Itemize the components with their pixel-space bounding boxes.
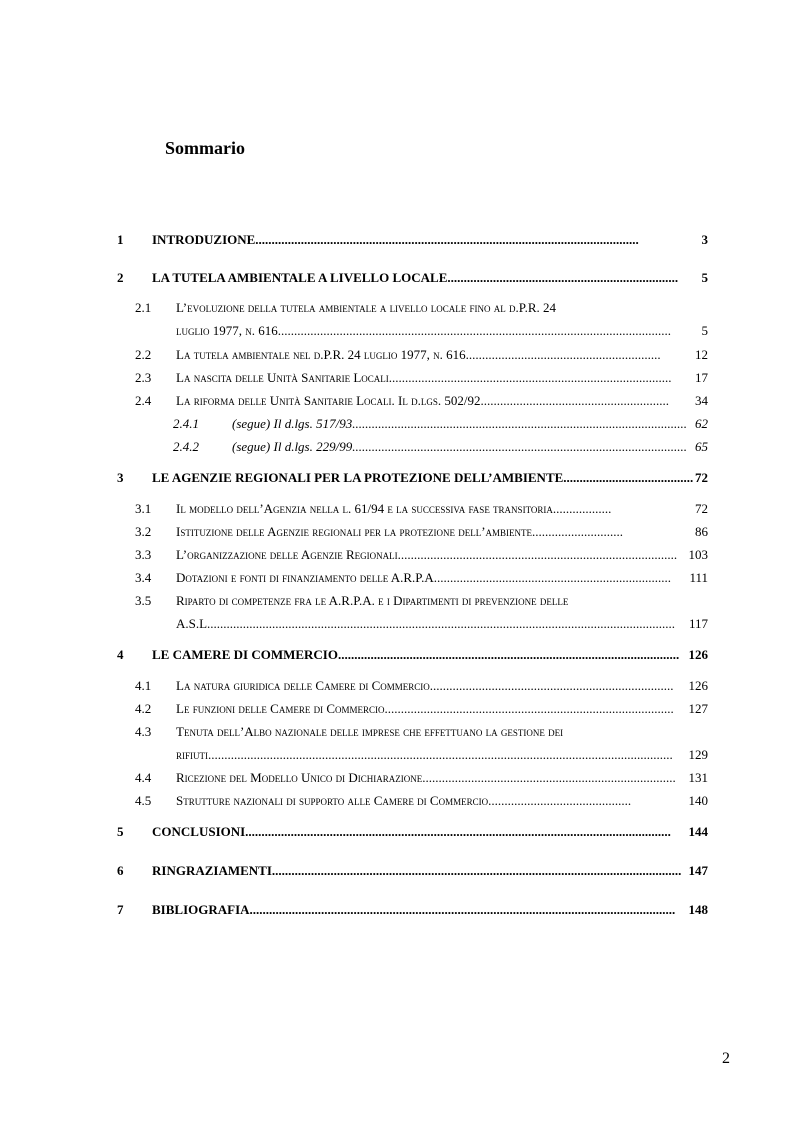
toc-page: 117 [688,616,708,631]
toc-title: LE AGENZIE REGIONALI PER LA PROTEZIONE DELL’AMBIENTE........................................ [152,470,694,485]
toc-title: Tenuta dell’Albo nazionale delle imprese che effettuano la gestione dei [176,724,564,739]
toc-entry-3-1[interactable] [0,501,793,521]
toc-page: 17 [695,370,708,385]
toc-page: 147 [688,863,708,878]
toc-number: 2 [117,270,124,285]
toc-page: 65 [695,439,708,454]
toc-number: 3.2 [135,524,152,539]
toc-number: 2.1 [135,300,152,315]
toc-page: 148 [688,902,708,917]
toc-entry-3-5[interactable] [0,593,793,613]
toc-entry-conclusioni[interactable] [0,824,793,844]
toc-entry-4-2[interactable] [0,701,793,721]
toc-title: L’organizzazione delle Agenzie Regionali...................................................................................... [176,547,678,562]
toc-title: LE CAMERE DI COMMERCIO......................................................................................................... [152,647,680,662]
toc-title: La nascita delle Unità Sanitarie Locali....................................................................................... [176,370,672,385]
toc-title-continued: rifiuti............................................................................................................................................... [176,747,673,762]
toc-page: 5 [701,270,708,285]
toc-entry-2-2[interactable] [0,347,793,367]
toc-title: Le funzioni delle Camere di Commercio......................................................................................... [176,701,674,716]
toc-number: 2.3 [135,370,152,385]
toc-title: L’evoluzione della tutela ambientale a livello locale fino al d.P.R. 24 [176,300,557,315]
toc-entry-2-4-1[interactable] [0,416,793,436]
toc-page: 127 [688,701,708,716]
toc-page: 129 [688,747,708,762]
toc-entry-3-4[interactable] [0,570,793,590]
toc-page: 86 [695,524,708,539]
toc-number: 4.1 [135,678,152,693]
toc-page: 111 [689,570,708,585]
toc-title-continued: luglio 1977, n. 616......................................................................................................................... [176,323,671,338]
toc-entry-3-5-continued[interactable] [0,616,793,636]
toc-page: 140 [688,793,708,808]
toc-title: Strutture nazionali di supporto alle Camere di Commercio............................................ [176,793,632,808]
toc-entry-introduzione[interactable] [0,232,793,252]
page-title: Sommario [165,138,245,158]
toc-page: 5 [701,323,708,338]
toc-number: 5 [117,824,124,839]
toc-page: 126 [688,647,708,662]
toc-number: 4.2 [135,701,152,716]
toc-title: LA TUTELA AMBIENTALE A LIVELLO LOCALE....................................................................... [152,270,679,285]
toc-entry-bibliografia[interactable] [0,902,793,922]
toc-entry-2-3[interactable] [0,370,793,390]
toc-title-continued: A.S.L................................................................................................................................................ [176,616,676,631]
toc-number: 1 [117,232,124,247]
toc-number: 2.4 [135,393,152,408]
toc-title: La tutela ambientale nel d.P.R. 24 luglio 1977, n. 616............................................................ [176,347,661,362]
toc-page: 12 [695,347,708,362]
toc-entry-camere-di-commercio[interactable] [0,647,793,667]
toc-entry-tutela-ambientale[interactable] [0,270,793,290]
toc-page: 72 [695,470,708,485]
toc-title: La natura giuridica delle Camere di Commercio........................................................................... [176,678,674,693]
toc-title: INTRODUZIONE...................................................................................................................... [152,232,639,247]
toc-number: 4.4 [135,770,152,785]
toc-entry-4-5[interactable] [0,793,793,813]
toc-number: 3.4 [135,570,152,585]
toc-number: 3.1 [135,501,152,516]
toc-number: 3 [117,470,124,485]
toc-page: 144 [688,824,708,839]
page-number: 2 [722,1050,730,1067]
toc-title: RINGRAZIAMENTI.............................................................................................................................. [152,863,682,878]
toc-number: 2.2 [135,347,152,362]
toc-number: 3.5 [135,593,152,608]
toc-entry-4-1[interactable] [0,678,793,698]
toc-title: (segue) Il d.lgs. 229/99....................................................................................................... [232,439,687,454]
toc-title: Istituzione delle Agenzie regionali per la protezione dell’ambiente............................ [176,524,624,539]
toc-title: Ricezione del Modello Unico di Dichiarazione.............................................................................. [176,770,676,785]
toc-number: 2.4.2 [173,439,199,454]
toc-entry-2-1-continued[interactable] [0,323,793,343]
toc-title: Riparto di competenze fra le A.R.P.A. e i Dipartimenti di prevenzione delle [176,593,569,608]
toc-number: 4.5 [135,793,152,808]
toc-entry-3-2[interactable] [0,524,793,544]
toc-page: 103 [688,547,708,562]
toc-page: 126 [688,678,708,693]
toc-entry-2-4[interactable] [0,393,793,413]
toc-number: 2.4.1 [173,416,199,431]
toc-entry-2-4-2[interactable] [0,439,793,459]
toc-title: Il modello dell’Agenzia nella l. 61/94 e la successiva fase transitoria.................. [176,501,612,516]
toc-number: 3.3 [135,547,152,562]
toc-entry-ringraziamenti[interactable] [0,863,793,883]
toc-page: 34 [695,393,708,408]
toc-entry-4-3[interactable] [0,724,793,744]
toc-page: 62 [695,416,708,431]
toc-title: La riforma delle Unità Sanitarie Locali. Il d.lgs. 502/92.......................................................... [176,393,669,408]
toc-number: 6 [117,863,124,878]
toc-page: 131 [688,770,708,785]
toc-title: CONCLUSIONI................................................................................................................................... [152,824,671,839]
toc-title: BIBLIOGRAFIA................................................................................................................................... [152,902,676,917]
toc-number: 7 [117,902,124,917]
toc-title: (segue) Il d.lgs. 517/93....................................................................................................... [232,416,687,431]
toc-page: 72 [695,501,708,516]
toc-title: Dotazioni e fonti di finanziamento delle A.R.P.A......................................................................... [176,570,671,585]
toc-page: 3 [701,232,708,247]
toc-entry-3-3[interactable] [0,547,793,567]
toc-entry-2-1[interactable] [0,300,793,320]
toc-entry-4-3-continued[interactable] [0,747,793,767]
toc-number: 4 [117,647,124,662]
toc-entry-agenzie-regionali[interactable] [0,470,793,490]
toc-number: 4.3 [135,724,152,739]
toc-entry-4-4[interactable] [0,770,793,790]
